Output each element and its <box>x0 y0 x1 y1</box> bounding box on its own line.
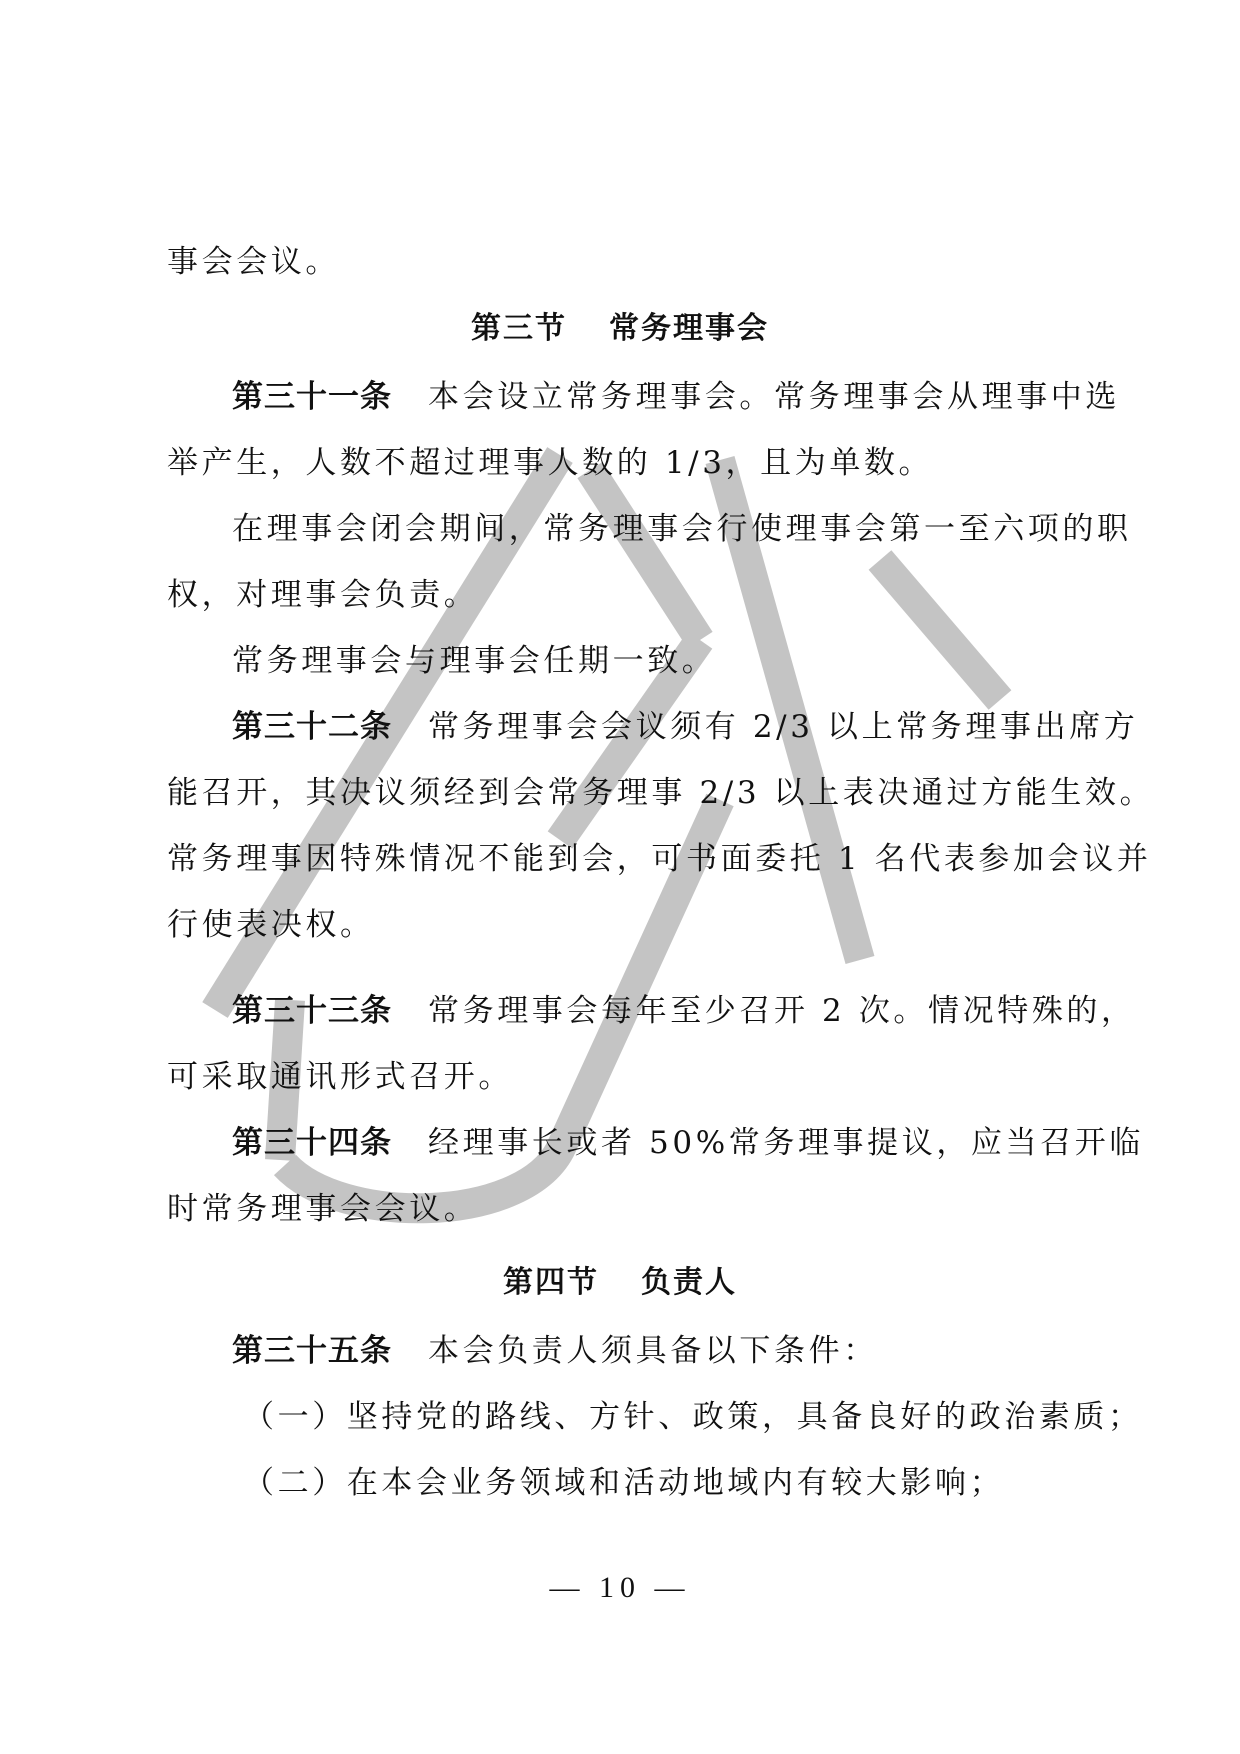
article-32-line-2: 能召开，其决议须经到会常务理事 2/3 以上表决通过方能生效。 <box>167 775 1155 811</box>
article-35-text-1: 本会负责人须具备以下条件： <box>428 1333 878 1369</box>
article-35-item-1: （一）坚持党的路线、方针、政策，具备良好的政治素质； <box>243 1399 1143 1435</box>
article-31-para-2-line-1: 在理事会闭会期间，常务理事会行使理事会第一至六项的职 <box>232 511 1132 547</box>
article-33-line-1 <box>232 986 1136 1036</box>
article-35-number: 第三十五条 <box>232 1333 392 1369</box>
article-32-text-1: 常务理事会会议须有 2/3 以上常务理事出席方 <box>428 709 1139 745</box>
page-number: — 10 — <box>549 1571 691 1604</box>
article-31-number: 第三十一条 <box>232 379 392 415</box>
article-33-number: 第三十三条 <box>232 993 392 1029</box>
article-31-para-2-line-2: 权，对理事会负责。 <box>167 577 479 613</box>
article-31-para-3: 常务理事会与理事会任期一致。 <box>232 643 717 679</box>
article-32-line-3: 常务理事因特殊情况不能到会，可书面委托 1 名代表参加会议并 <box>167 841 1152 877</box>
article-35-item-2: （二）在本会业务领域和活动地域内有较大影响； <box>243 1465 1005 1501</box>
article-33-line-2: 可采取通讯形式召开。 <box>167 1059 513 1095</box>
article-32-number: 第三十二条 <box>232 709 392 745</box>
section-4-title <box>0 1258 1240 1308</box>
article-35-line-1 <box>232 1326 1087 1376</box>
article-32-line-4: 行使表决权。 <box>167 907 375 943</box>
article-31-line-1 <box>232 372 1120 422</box>
article-34-line-2: 时常务理事会会议。 <box>167 1191 479 1227</box>
article-33-text-1: 常务理事会每年至少召开 2 次。情况特殊的， <box>428 993 1136 1029</box>
section-4-name: 负责人 <box>641 1265 737 1300</box>
continuation-line: 事会会议。 <box>167 244 340 280</box>
section-3-name: 常务理事会 <box>609 311 769 346</box>
article-31-line-2: 举产生，人数不超过理事人数的 1/3，且为单数。 <box>167 445 934 481</box>
article-34-line-1 <box>232 1118 1144 1168</box>
section-4-number: 第四节 <box>503 1265 599 1300</box>
article-31-text-1: 本会设立常务理事会。常务理事会从理事中选 <box>428 379 1120 415</box>
article-34-number: 第三十四条 <box>232 1125 392 1161</box>
section-3-number: 第三节 <box>471 311 567 346</box>
article-32-line-1 <box>232 702 1139 752</box>
section-3-title <box>0 304 1240 354</box>
article-34-text-1: 经理事长或者 50%常务理事提议，应当召开临 <box>428 1125 1144 1161</box>
